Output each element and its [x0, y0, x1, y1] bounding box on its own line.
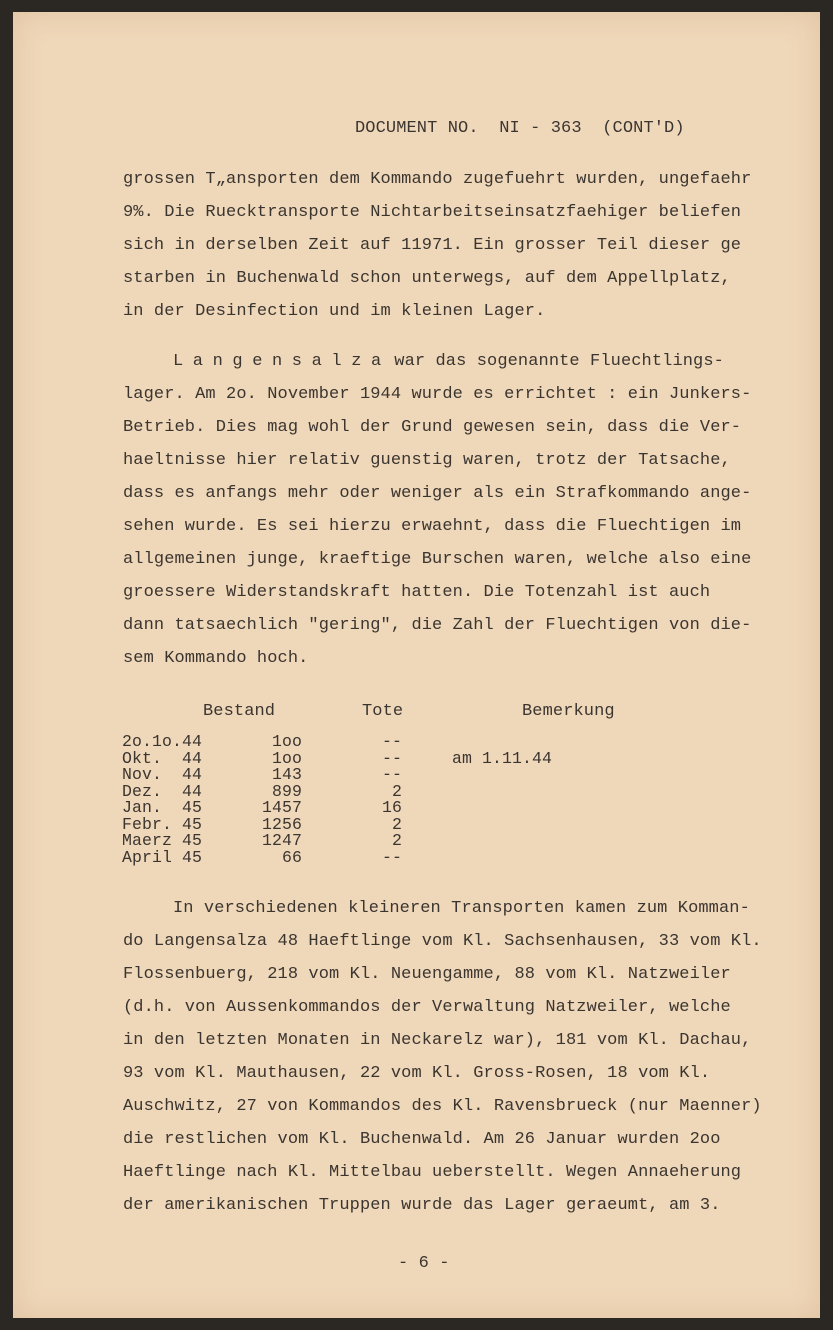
table-cell-tote: --	[381, 748, 402, 768]
text-line: 93 vom Kl. Mauthausen, 22 vom Kl. Gross-Rosen, 18 vom Kl.	[123, 1064, 711, 1083]
text-line: sehen wurde. Es sei hierzu erwaehnt, dass die Fluechtigen im	[123, 517, 742, 536]
table-cell-bestand: 1457	[261, 798, 302, 817]
table-cell-month: Febr. 45	[122, 814, 203, 834]
table-cell-month: April 45	[122, 847, 203, 867]
document-header: DOCUMENT NO. NI - 363 (CONT'D)	[355, 119, 685, 138]
table-cell-bestand: 1oo	[271, 732, 302, 751]
table-cell-tote: --	[381, 732, 402, 751]
table-header-bemerkung: Bemerkung	[522, 702, 615, 721]
text-line: Auschwitz, 27 von Kommandos des Kl. Ravensbrueck (nur Maenner)	[123, 1097, 762, 1116]
table-cell-tote: --	[381, 847, 402, 867]
text-line: dann tatsaechlich "gering", die Zahl der Fluechtigen von die-	[123, 616, 752, 635]
table-cell-month: Nov. 44	[122, 765, 203, 784]
table-cell-bemerkung: am 1.11.44	[452, 748, 553, 768]
table-cell-tote: 2	[391, 831, 402, 850]
text-line: 9%. Die Ruecktransporte Nichtarbeitseinsatzfaehiger beliefen	[123, 203, 742, 222]
table-cell-tote: 2	[391, 781, 402, 801]
table-cell-month: Dez. 44	[122, 781, 203, 801]
text-line: dass es anfangs mehr oder weniger als ein Strafkommando ange-	[123, 484, 752, 503]
table-cell-month: Okt. 44	[122, 748, 203, 768]
table-cell-tote: --	[381, 765, 402, 784]
text-line: in den letzten Monaten in Neckarelz war), 181 vom Kl. Dachau,	[123, 1031, 752, 1050]
text-line: Flossenbuerg, 218 vom Kl. Neuengamme, 88 vom Kl. Natzweiler	[123, 965, 731, 984]
table-cell-bestand: 1256	[261, 814, 302, 834]
table-cell-bestand: 143	[271, 765, 302, 784]
table-cell-bestand: 66	[281, 847, 302, 867]
text-line: sem Kommando hoch.	[123, 649, 309, 668]
text-line: allgemeinen junge, kraeftige Burschen waren, welche also eine	[123, 550, 752, 569]
table-header-tote: Tote	[362, 702, 404, 721]
table-cell-tote: 16	[381, 798, 402, 817]
table-header-bestand: Bestand	[203, 702, 276, 721]
emphasized-place-name: Langensalza	[173, 352, 391, 371]
text-line: (d.h. von Aussenkommandos der Verwaltung Natzweiler, welche	[123, 998, 731, 1017]
table-cell-bestand: 1oo	[271, 748, 302, 768]
text-line: in der Desinfection und im kleinen Lager.	[123, 302, 546, 321]
table-cell-bestand: 1247	[261, 831, 302, 850]
text-line: lager. Am 2o. November 1944 wurde es errichtet : ein Junkers-	[123, 385, 752, 404]
table-cell-tote: 2	[391, 814, 402, 834]
text-line: groessere Widerstandskraft hatten. Die Totenzahl ist auch	[123, 583, 711, 602]
text-line: die restlichen vom Kl. Buchenwald. Am 26 Januar wurden 2oo	[123, 1130, 721, 1149]
table-cell-month: Jan. 45	[122, 798, 203, 817]
text-line: sich in derselben Zeit auf 11971. Ein grosser Teil dieser ge	[123, 236, 742, 255]
text-line: do Langensalza 48 Haeftlinge vom Kl. Sachsenhausen, 33 vom Kl.	[123, 932, 762, 951]
page-number: - 6 -	[398, 1254, 450, 1273]
table-cell-month: Maerz 45	[122, 831, 203, 850]
text-line: haeltnisse hier relativ guenstig waren, trotz der Tatsache,	[123, 451, 731, 470]
text-line: Betrieb. Dies mag wohl der Grund gewesen sein, dass die Ver-	[123, 418, 742, 437]
table-cell-month: 2o.1o.44	[122, 732, 203, 751]
text-line: der amerikanischen Truppen wurde das Lager geraeumt, am 3.	[123, 1196, 721, 1215]
text-line: Haeftlinge nach Kl. Mittelbau ueberstellt. Wegen Annaeherung	[123, 1163, 742, 1182]
text-line: grossen T„ansporten dem Kommando zugefuehrt wurden, ungefaehr	[123, 170, 752, 189]
text-line: war das sogenannte Fluechtlings-	[384, 352, 724, 371]
text-line: In verschiedenen kleineren Transporten kamen zum Komman-	[173, 899, 750, 918]
text-line: starben in Buchenwald schon unterwegs, auf dem Appellplatz,	[123, 269, 731, 288]
table-cell-bestand: 899	[271, 781, 302, 801]
